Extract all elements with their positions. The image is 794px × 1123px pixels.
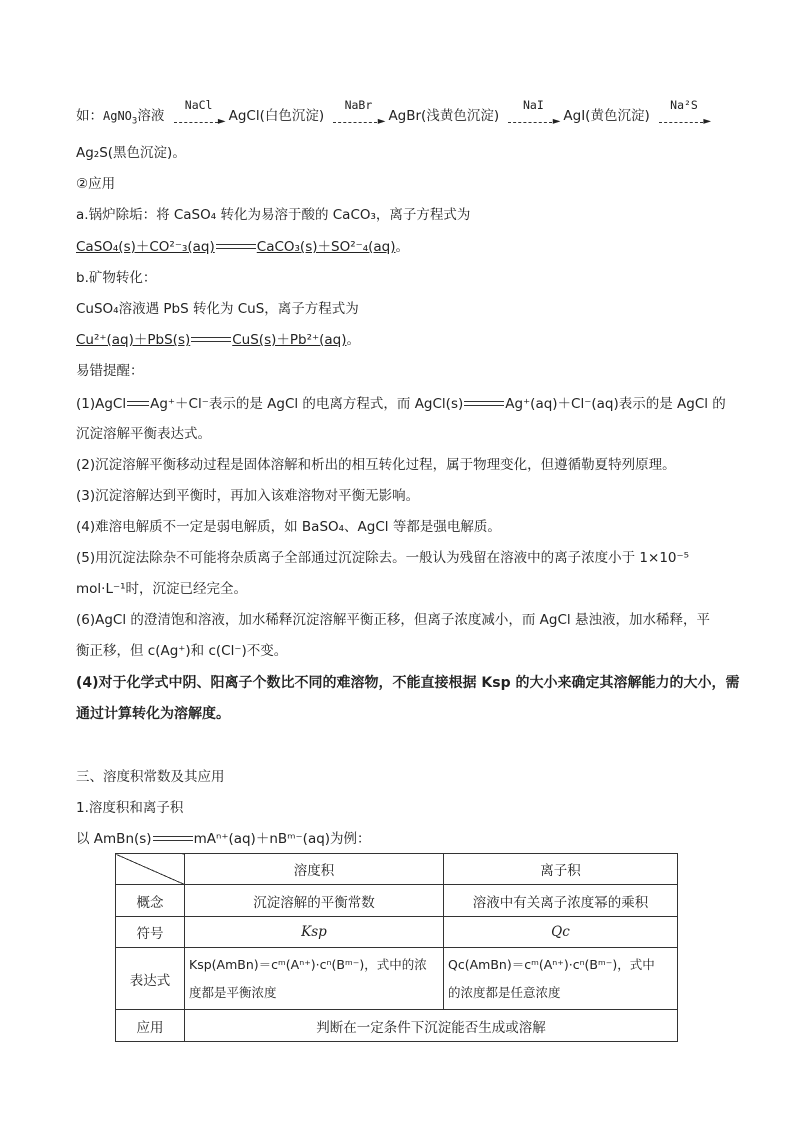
application-heading: ②应用	[76, 176, 116, 192]
table-cell: Ksp	[185, 917, 444, 948]
table-row	[116, 917, 678, 948]
species-agno3-suffix: 溶液	[137, 108, 165, 124]
tip-7-line-a: (4)对于化学式中阴、阳离子个数比不同的难溶物，不能直接根据 Ksp 的大小来确定其溶解能力的大小，需	[76, 675, 740, 691]
tip-7-line-b: 通过计算转化为溶解度。	[76, 706, 230, 722]
table-cell: 溶液中有关离子浓度幂的乘积	[444, 885, 678, 917]
equals-sign-icon	[127, 398, 149, 410]
species-agi: AgI(黄色沉淀)	[563, 108, 650, 124]
table-row	[116, 885, 678, 917]
tip-6-line-a: (6)AgCl 的澄清饱和溶液，加水稀释沉淀溶解平衡正移，但离子浓度减小，而 AgCl 悬浊液，加水稀释，平	[76, 612, 710, 628]
species-agbr: AgBr(浅黄色沉淀)	[388, 108, 500, 124]
tip-6-line-b: 衡正移，但 c(Ag⁺)和 c(Cl⁻)不变。	[76, 643, 288, 659]
table-header-qc: 离子积	[444, 854, 678, 885]
table-row	[116, 948, 678, 1010]
table-cell: Qc(AmBn)＝cᵐ(Aⁿ⁺)·cⁿ(Bᵐ⁻)，式中 的浓度都是任意浓度	[444, 948, 678, 1010]
table-cell: 判断在一定条件下沉淀能否生成或溶解	[185, 1010, 678, 1042]
table-row-label: 表达式	[116, 948, 185, 1010]
table-cell: Ksp(AmBn)＝cᵐ(Aⁿ⁺)·cⁿ(Bᵐ⁻)，式中的浓 度都是平衡浓度	[185, 948, 444, 1010]
application-b-desc: CuSO₄溶液遇 PbS 转化为 CuS，离子方程式为	[76, 301, 359, 317]
tip-5-line-a: (5)用沉淀法除杂不可能将杂质离子全部通过沉淀除去。一般认为残留在溶液中的离子浓度小于 1×10⁻⁵	[76, 550, 690, 566]
section-3-heading: 三、溶度积常数及其应用	[76, 769, 225, 785]
tip-3: (3)沉淀溶解达到平衡时，再加入该难溶物对平衡无影响。	[76, 488, 420, 504]
equation-cuso4-left: Cu²⁺(aq)＋PbS(s)	[76, 332, 191, 348]
species-ag2s: Ag₂S(黑色沉淀)。	[76, 145, 186, 161]
equilibrium-arrow-icon	[153, 833, 193, 845]
table-row-label: 应用	[116, 1010, 185, 1042]
conversion-chain	[76, 98, 714, 131]
tip-2: (2)沉淀溶解平衡移动过程是固体溶解和析出的相互转化过程，属于物理变化，但遵循勒夏特列原理。	[76, 457, 676, 473]
equation-caso4-right: CaCO₃(s)＋SO²⁻₄(aq)	[256, 239, 396, 255]
reaction-arrow-nabr: NaBr ►	[331, 111, 385, 131]
equation-caso4: CaSO₄(s)＋CO²⁻₃(aq) CaCO₃(s)＋SO²⁻₄(aq)。	[76, 239, 410, 255]
section-3-sub1: 1.溶度积和离子积	[76, 800, 184, 816]
conversion-prefix: 如：	[76, 108, 103, 124]
table-header-ksp: 溶度积	[185, 854, 444, 885]
table-row	[116, 1010, 678, 1042]
equation-cuso4-right: CuS(s)＋Pb²⁺(aq)	[232, 332, 347, 348]
tip-1-line-a: (1)AgCl Ag⁺＋Cl⁻表示的是 AgCl 的电离方程式，而 AgCl(s) Ag⁺(aq)＋Cl⁻(aq)表示的是 AgCl 的	[76, 396, 726, 412]
table-row-label: 概念	[116, 885, 185, 917]
tips-heading: 易错提醒：	[76, 363, 144, 379]
species-agno3: AgNO$_3$	[103, 109, 138, 127]
table-cell: 沉淀溶解的平衡常数	[185, 885, 444, 917]
reaction-arrow-nai: NaI ►	[506, 111, 560, 131]
reaction-arrow-nacl: NaCl ►	[172, 111, 226, 131]
equilibrium-arrow-icon	[191, 334, 231, 346]
table-row-label: 符号	[116, 917, 185, 948]
table-corner-cell	[116, 854, 185, 885]
ksp-comparison-table	[115, 853, 678, 1042]
table-cell: Qc	[444, 917, 678, 948]
section-3-example: 以 AmBn(s) mAⁿ⁺(aq)＋nBᵐ⁻(aq)为例：	[76, 831, 371, 847]
tip-4: (4)难溶电解质不一定是弱电解质，如 BaSO₄、AgCl 等都是强电解质。	[76, 519, 501, 535]
application-b-title: b.矿物转化：	[76, 270, 157, 286]
application-a-title: a.锅炉除垢：将 CaSO₄ 转化为易溶于酸的 CaCO₃，离子方程式为	[76, 207, 471, 223]
equilibrium-arrow-icon	[464, 398, 504, 410]
tip-5-line-b: mol·L⁻¹时，沉淀已经完全。	[76, 581, 248, 597]
equilibrium-arrow-icon	[216, 241, 256, 253]
tip-1-line-b: 沉淀溶解平衡表达式。	[76, 426, 211, 442]
species-agcl: AgCl(白色沉淀)	[228, 108, 325, 124]
reaction-arrow-na2s: Na²S ►	[657, 111, 711, 131]
equation-cuso4: Cu²⁺(aq)＋PbS(s) CuS(s)＋Pb²⁺(aq)。	[76, 332, 360, 348]
equation-caso4-left: CaSO₄(s)＋CO²⁻₃(aq)	[76, 239, 215, 255]
table-header-row	[116, 854, 678, 885]
